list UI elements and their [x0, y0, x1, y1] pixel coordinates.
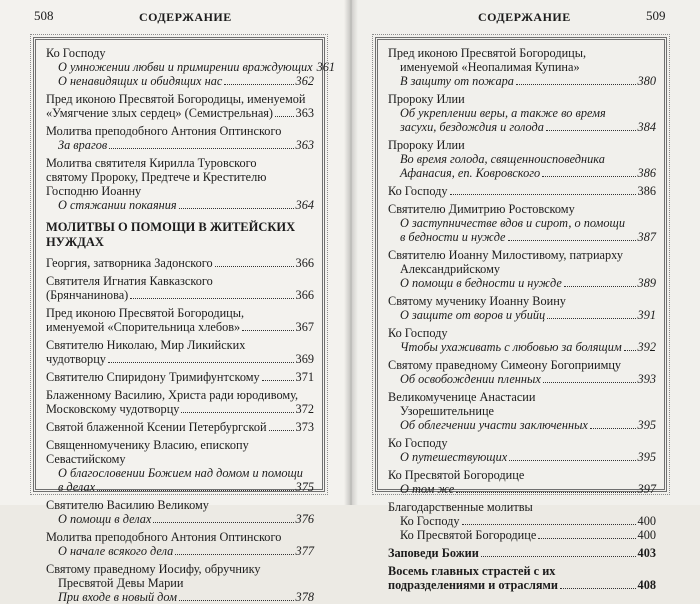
dot-leader — [275, 116, 294, 117]
line-text: Заповеди Божии — [388, 546, 479, 560]
entry-line — [46, 138, 314, 152]
line-text: Ко Господу — [400, 514, 460, 528]
page-ref: 362 — [295, 74, 314, 88]
line-text: Ко Пресвятой Богородице — [400, 528, 537, 542]
toc-entry — [46, 338, 314, 366]
toc-entry — [46, 156, 314, 212]
entry-line — [388, 120, 656, 134]
line-text: в делах — [58, 480, 96, 494]
dot-leader — [175, 554, 293, 555]
entry-line — [388, 418, 656, 432]
dot-leader — [547, 318, 635, 319]
entry-line — [46, 352, 314, 366]
dot-leader — [262, 380, 294, 381]
entry-line — [46, 544, 314, 558]
toc-entry — [388, 202, 656, 244]
toc-entry — [388, 358, 656, 386]
entry-line — [46, 74, 314, 88]
line-text: (Брянчанинова) — [46, 288, 129, 302]
entry-title: Великомученице Анастасии — [388, 390, 536, 404]
entry-title: Ко Господу — [388, 326, 448, 340]
entry-line — [46, 402, 314, 416]
dot-leader — [516, 84, 636, 85]
entry-title: Блаженному Василию, Христа ради юродивому, — [46, 388, 299, 402]
entry-line — [46, 288, 314, 302]
page-ref: 363 — [295, 138, 314, 152]
entry-line — [388, 184, 656, 198]
line-text: За врагов — [58, 138, 108, 152]
dot-leader — [624, 350, 636, 351]
toc-entry — [46, 274, 314, 302]
entry-title: Святому праведному Симеону Богоприимцу — [388, 358, 622, 372]
page-ref: 378 — [295, 590, 314, 604]
toc-entry — [388, 184, 656, 198]
entry-line — [46, 512, 314, 526]
entry-title: Ко Господу — [388, 436, 448, 450]
page-ref: 395 — [637, 418, 656, 432]
dot-leader — [224, 84, 293, 85]
dot-leader — [179, 208, 294, 209]
entry-title: Молитва святителя Кирилла Туровского — [46, 156, 257, 170]
entry-title: Благодарственные молитвы — [388, 500, 533, 514]
dot-leader — [546, 130, 636, 131]
dot-leader — [538, 538, 635, 539]
page-ref: 384 — [637, 120, 656, 134]
toc-entry — [46, 306, 314, 334]
toc-entry — [46, 124, 314, 152]
page-ref: 375 — [295, 480, 314, 494]
line-text: Об освобождении пленных — [400, 372, 541, 386]
page-ref: 371 — [295, 370, 314, 384]
page-ref: 366 — [295, 288, 314, 302]
line-text: Об облегчении участи заключенных — [400, 418, 588, 432]
page-number: 508 — [34, 8, 54, 23]
page-ref: 403 — [637, 546, 656, 560]
line-text: засухи, бездождия и голода — [400, 120, 544, 134]
page-ref: 389 — [637, 276, 656, 290]
toc-entry — [388, 248, 656, 290]
toc-entry — [388, 468, 656, 496]
page-ref: 397 — [637, 482, 656, 496]
entry-line — [46, 420, 314, 434]
line-text: О начале всякого дела — [58, 544, 174, 558]
page-ref: 393 — [637, 372, 656, 386]
line-text: Ко Господу — [388, 184, 448, 198]
entry-subtitle: О заступничестве вдов и сирот, о помощи — [400, 216, 625, 230]
dot-leader — [543, 382, 636, 383]
toc-entry — [388, 294, 656, 322]
entry-subtitle: Во время голода, священноисповедника — [400, 152, 605, 166]
toc-entry — [46, 530, 314, 558]
dot-leader — [130, 298, 293, 299]
page-ref: 400 — [637, 528, 656, 542]
line-text: Святителю Спиридону Тримифунтскому — [46, 370, 260, 384]
dot-leader — [108, 362, 294, 363]
line-text: Георгия, затворника Задонского — [46, 256, 213, 270]
dot-leader — [481, 556, 636, 557]
line-text: Святой блаженной Ксении Петербургской — [46, 420, 267, 434]
dot-leader — [560, 588, 636, 589]
contents-frame — [375, 37, 667, 592]
dot-leader — [181, 412, 293, 413]
page-ref: 372 — [295, 402, 314, 416]
entry-line — [388, 166, 656, 180]
page-ref: 391 — [637, 308, 656, 322]
toc-entry — [388, 326, 656, 354]
dot-leader — [215, 266, 294, 267]
dot-leader — [97, 490, 293, 491]
entry-title: Узорешительнице — [400, 404, 494, 418]
page-ref: 373 — [295, 420, 314, 434]
contents-frame — [33, 37, 336, 604]
entry-title: Пророку Илии — [388, 138, 465, 152]
dot-leader — [590, 428, 636, 429]
page-ref: 367 — [295, 320, 314, 334]
toc-entry — [388, 564, 656, 592]
entry-title: Святителю Димитрию Ростовскому — [388, 202, 575, 216]
toc-entry — [388, 92, 656, 134]
entry-line — [46, 370, 314, 384]
line-text: Чтобы ухаживать с любовью за болящим — [400, 340, 622, 354]
entry-title: Молитва преподобного Антония Оптинского — [46, 530, 282, 544]
line-text: В защиту от пожара — [400, 74, 514, 88]
toc-entry — [46, 438, 314, 494]
entry-title: Александрийскому — [400, 262, 501, 276]
entry-line — [46, 106, 314, 120]
line-text: О умножении любви и примирении враждующих — [58, 60, 313, 74]
entry-line — [388, 230, 656, 244]
page-ref: 392 — [637, 340, 656, 354]
entry-title: Святителя Игнатия Кавказского — [46, 274, 213, 288]
dot-leader — [564, 286, 636, 287]
page-ref: 386 — [637, 166, 656, 180]
page-ref: 366 — [295, 256, 314, 270]
entry-title: Святому мученику Иоанну Воину — [388, 294, 566, 308]
line-text: в бедности и нужде — [400, 230, 506, 244]
line-text: чудотворцу — [46, 352, 106, 366]
entry-line — [388, 578, 656, 592]
page-ref: 380 — [637, 74, 656, 88]
line-text: О помощи в делах — [58, 512, 152, 526]
entry-title: Пред иконою Пресвятой Богородицы, именуемой — [46, 92, 306, 106]
entry-title: Святителю Василию Великому — [46, 498, 209, 512]
line-text: О защите от воров и убийц — [400, 308, 546, 322]
dot-leader — [269, 430, 294, 431]
entry-line — [46, 320, 314, 334]
entry-line — [388, 482, 656, 496]
entry-title: Святителю Николаю, Мир Ликийских — [46, 338, 246, 352]
page-ref: 400 — [637, 514, 656, 528]
page-ref: 364 — [295, 198, 314, 212]
dot-leader — [542, 176, 635, 177]
entry-line — [388, 372, 656, 386]
page-ref: 386 — [637, 184, 656, 198]
entry-title: Пресвятой Девы Марии — [58, 576, 184, 590]
line-text: Московскому чудотворцу — [46, 402, 180, 416]
entry-subtitle: Об укреплении веры, а также во время — [400, 106, 606, 120]
line-text: При входе в новый дом — [58, 590, 177, 604]
entry-line — [388, 74, 656, 88]
page-ref: 363 — [295, 106, 314, 120]
toc-entry — [46, 388, 314, 416]
toc-entry — [46, 256, 314, 270]
entry-line — [46, 256, 314, 270]
page-ref: 376 — [295, 512, 314, 526]
entry-title: Священномученику Власию, епископу — [46, 438, 249, 452]
line-text: Афанасия, еп. Ковровского — [400, 166, 541, 180]
entry-line — [388, 308, 656, 322]
line-text: О путешествующих — [400, 450, 508, 464]
dot-leader — [153, 522, 293, 523]
dot-leader — [456, 492, 635, 493]
toc-entry — [46, 498, 314, 526]
entry-title: Святителю Иоанну Милостивому, патриарху — [388, 248, 623, 262]
toc-entry — [388, 390, 656, 432]
entry-title: Пророку Илии — [388, 92, 465, 106]
entry-title: Господню Иоанну — [46, 184, 142, 198]
entry-title: Севастийскому — [46, 452, 126, 466]
entry-title: именуемой «Неопалимая Купина» — [400, 60, 580, 74]
entry-title: Пред иконою Пресвятой Богородицы, — [46, 306, 245, 320]
running-head: СОДЕРЖАНИЕ — [139, 10, 232, 24]
toc-entry — [388, 500, 656, 542]
entry-title: святому Пророку, Предтече и Крестителю — [46, 170, 267, 184]
dot-leader — [242, 330, 293, 331]
entry-line — [388, 546, 656, 560]
page-number: 509 — [646, 8, 666, 23]
dot-leader — [109, 148, 293, 149]
dot-leader — [450, 194, 636, 195]
entry-line — [46, 590, 314, 604]
line-text: О том же — [400, 482, 455, 496]
dot-leader — [462, 524, 636, 525]
entry-line — [388, 514, 656, 528]
entry-title: Пред иконою Пресвятой Богородицы, — [388, 46, 587, 60]
dot-leader — [508, 240, 636, 241]
toc-entry — [388, 436, 656, 464]
toc-entry — [388, 546, 656, 560]
line-text: «Умягчение злых сердец» (Семистрельная) — [46, 106, 274, 120]
toc-entry — [46, 46, 336, 88]
book-gutter — [344, 0, 358, 505]
toc-entry — [46, 92, 314, 120]
page-ref: 377 — [295, 544, 314, 558]
toc-entry — [46, 420, 314, 434]
entry-title: Восемь главных страстей с их — [388, 564, 556, 578]
entry-subtitle: О благословении Божием над домом и помощи — [58, 466, 303, 480]
entry-title: Молитва преподобного Антония Оптинского — [46, 124, 282, 138]
entry-title: Ко Господу — [46, 46, 106, 60]
entry-title: Ко Пресвятой Богородице — [388, 468, 525, 482]
entry-line — [46, 480, 314, 494]
entry-line — [388, 450, 656, 464]
line-text: именуемой «Спорительница хлебов» — [46, 320, 241, 334]
entry-line — [46, 198, 314, 212]
page-ref: 395 — [637, 450, 656, 464]
toc-entry — [388, 46, 656, 88]
running-head: СОДЕРЖАНИЕ — [478, 10, 571, 24]
line-text: О ненавидящих и обидящих нас — [58, 74, 223, 88]
page-ref: 408 — [637, 578, 656, 592]
page-ref: 369 — [295, 352, 314, 366]
entry-line — [388, 528, 656, 542]
line-text: О помощи в бедности и нужде — [400, 276, 562, 290]
toc-entry — [388, 138, 656, 180]
line-text: подразделениями и отраслями — [388, 578, 558, 592]
entry-line — [46, 60, 336, 74]
toc-entry — [46, 562, 314, 604]
section-title: МОЛИТВЫ О ПОМОЩИ В ЖИТЕЙСКИХ НУЖДАХ — [46, 220, 296, 249]
line-text: О стяжании покаяния — [58, 198, 177, 212]
page-ref: 361 — [316, 60, 336, 74]
toc-entry — [46, 370, 314, 384]
dot-leader — [509, 460, 635, 461]
page-ref: 387 — [637, 230, 656, 244]
entry-line — [388, 340, 656, 354]
entry-line — [388, 276, 656, 290]
entry-title: Святому праведному Иосифу, обручнику — [46, 562, 261, 576]
dot-leader — [179, 600, 294, 601]
right-page — [350, 0, 700, 592]
